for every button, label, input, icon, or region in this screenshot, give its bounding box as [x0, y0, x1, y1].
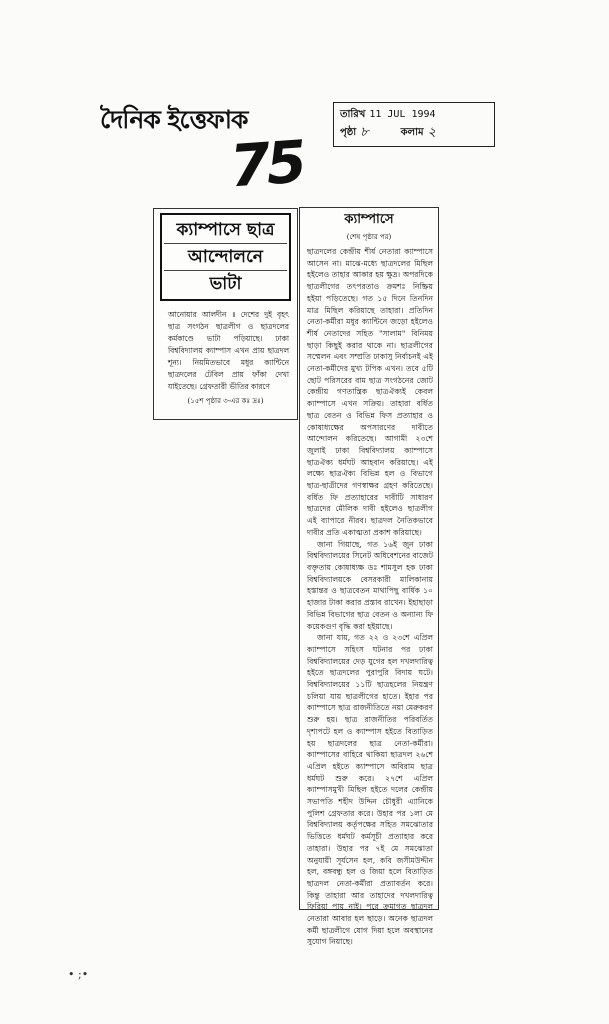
page-column-row: [340, 124, 488, 142]
headline-box: [160, 213, 291, 301]
column-subtitle: (শেষ পৃষ্ঠার পর): [346, 233, 392, 241]
headline-line-2: আন্দোলনে: [164, 243, 287, 270]
column-value: ২: [427, 125, 436, 140]
left-article-body: আনোয়ার আলদীন ॥ দেশের দুই বৃহৎ ছাত্র সংগঠন ছাত্রলীগ ও ছাত্রদলের কর্মকাণ্ডে ভাটা পড়িয়াছে। ঢাকা বিশ্ববিদ্যালয় ক্যাম্পাস এখন প্রায় ছাত্রদল শূন্য। নিয়মিতভাবে মধুর ক্যান্টিনে ছাত্রদলের টেবিল প্রায় ফাঁকা দেখা যাইতেছে। গ্রেফতারী ভীতির কারণে: [168, 310, 289, 391]
handwritten-page-number: 75: [227, 127, 306, 201]
column-title: ক্যাম্পাসে: [344, 212, 394, 227]
headline-line-1: ক্যাম্পাসে ছাত্র: [176, 220, 275, 240]
continued-note: (১৫শ পৃষ্ঠার ৩-এর কঃ দ্রঃ): [187, 397, 264, 405]
left-news-clipping: [153, 208, 298, 420]
stray-ink-mark: • ;•: [68, 968, 89, 981]
article-paragraph: জানা যায়, গত ২২ ও ২৩শে এপ্রিল ক্যাম্পাসে সহিংস ঘটনার পর ঢাকা বিশ্ববিদ্যালয়ের দেড় যুগের হল দখলদারিত্ব হইতে ছাত্রদলের পুরাপুরি বিদায় ঘটে। বিশ্ববিদ্যালয়ের ১১টি ছাত্রহলের নিয়ন্ত্রণ চলিয়া যায় ছাত্রলীগের হাতে। ইহার পর ক্যাম্পাসে ছাত্র রাজনীতিতে নয়া মেরুকরণ শুরু হয়। ছাত্র রাজনীতির পরিবর্তিত দৃশ্যপটে হল ও ক্যাম্পাস হইতে বিতাড়িত হয় ছাত্রদলের ছাত্র নেতা-কর্মীরা। ক্যাম্পাসের বাহিরে থাকিয়া ছাত্রদল ২৬শে এপ্রিল হইতে ক্যাম্পাসে অবিরাম ছাত্র ধর্মঘট শুরু করে। ২৭শে এপ্রিল ক্যাম্পাসমুখী মিছিল হইতে দলের কেন্দ্রীয় সভাপতি শহীদ উদ্দিন চৌধুরী এ্যানিকে পুলিশ গ্রেফতার করে। উহার পর ১লা মে বিশ্ববিদ্যালয় কর্তৃপক্ষের সহিত সমঝোতার ভিত্তিতে ধর্মঘট কর্মসূচী প্রত্যাহার করে তাহারা। উহার পর ৭ই মে সমঝোতা অনুযায়ী সূর্যসেন হল, কবি জসীমউদ্দীন হল, বঙ্গবন্ধু হল ও জিয়া হলে বিতাড়িত ছাত্রদল নেতা-কর্মীরা প্রত্যাবর্তন করে। কিন্তু তাহারা আর তাহাদের দখলদারিত্ব ফিরিয়া পায় নাই। পরে ক্রমাগত ছাত্রদল নেতারা আবার হল ছাড়ে। অনেক ছাত্রদল কর্মী ছাত্রলীগে যোগ দিয়া হলে অবস্থানের সুযোগ নিয়াছে।: [307, 633, 433, 947]
page-label: পৃষ্ঠা: [340, 127, 357, 138]
column-label: কলাম: [400, 127, 424, 138]
date-value: 11 JUL 1994: [369, 109, 436, 120]
date-stamp: [333, 102, 495, 147]
date-row: [340, 106, 488, 124]
page-value: ৮: [360, 125, 369, 140]
headline-line-3: ভাটা: [164, 270, 287, 297]
newspaper-masthead: দৈনিক ইত্তেফাক: [100, 105, 248, 134]
article-paragraph: জানা গিয়াছে, গত ১৬ই জুন ঢাকা বিশ্ববিদ্যালয়ের সিনেট অধিবেশনের বাজেট বক্তৃতায় কোষাধ্যক্ষ ডঃ শামসুল হক ঢাকা বিশ্ববিদ্যালয়কে বেসরকারী মালিকানায় হস্তান্তর ও ছাত্রবেতন মাথাপিছু বার্ষিক ১০ হাজার টাকা করার প্রস্তাব রাখেন। ইহাছাড়া বিভিন্ন বিভাগের ছাত্র বেতন ও অন্যান্য ফি কয়েকগুণ বৃদ্ধি করা হইয়াছে।: [307, 539, 433, 631]
article-paragraph: ছাত্রদলের কেন্দ্রীয় শীর্ষ নেতারা ক্যাম্পাসে আসেন না। মাঝে-মধ্যে ছাত্রদলের মিছিল হইলেও তাহার আকার হয় ক্ষুদ্র। অপরদিকে ছাত্রলীগের তৎপরতাও ক্রমশঃ নিষ্ক্রিয় হইয়া পড়িতেছে। গত ১৫ দিনে তিনদিন মাত্র মিছিল করিয়াছে তাহারা। প্রতিদিন নেতা-কর্মীরা মধুর ক্যান্টিনে জড়ো হইলেও শীর্ষ নেতাদের সহিত "সালাম" বিনিময় ছাড়া কিছুই করার থাকে না। ছাত্রলীগের সম্মেলন এবং সম্প্রতি ঢাকাসু নির্বাচনই এই নেতা-কর্মীদের মুখ্য টপিক এখন। তবে ৫টি ছোট পরিসরের বাম ছাত্র সংগঠনের জোট কেন্দ্রীয় গণতান্ত্রিক ছাত্রঐক্যই কেবল ক্যাম্পাসে এখন সক্রিয়। তাহারা বর্ধিত ছাত্র বেতন ও বিভিন্ন ফিস প্রত্যাহার ও কোষাধ্যক্ষের অপসারণের দাবীতে আন্দোলন করিতেছে। আগামী ২৩শে জুলাই ঢাকা বিশ্ববিদ্যালয় ক্যাম্পাসে ছাত্রঐক্য ধর্মঘট আহবান করিয়াছে। এই লক্ষ্যে ছাত্রঐক্য বিভিন্ন হল ও বিভাগে ছাত্র-ছাত্রীদের গণস্বাক্ষর গ্রহণ করিতেছে। বর্ধিত ফি প্রত্যাহারের দাবীটি সাধারণ ছাত্রদের মৌলিক দাবী হইলেও ছাত্রলীগ এই ব্যাপারে নীরব। ছাত্রদল নৈতিকভাবে দাবীর প্রতি একাত্মতা প্রকাশ করিয়াছে।: [307, 247, 433, 537]
right-news-clipping: [299, 207, 439, 947]
date-label: তারিখ: [340, 109, 366, 120]
